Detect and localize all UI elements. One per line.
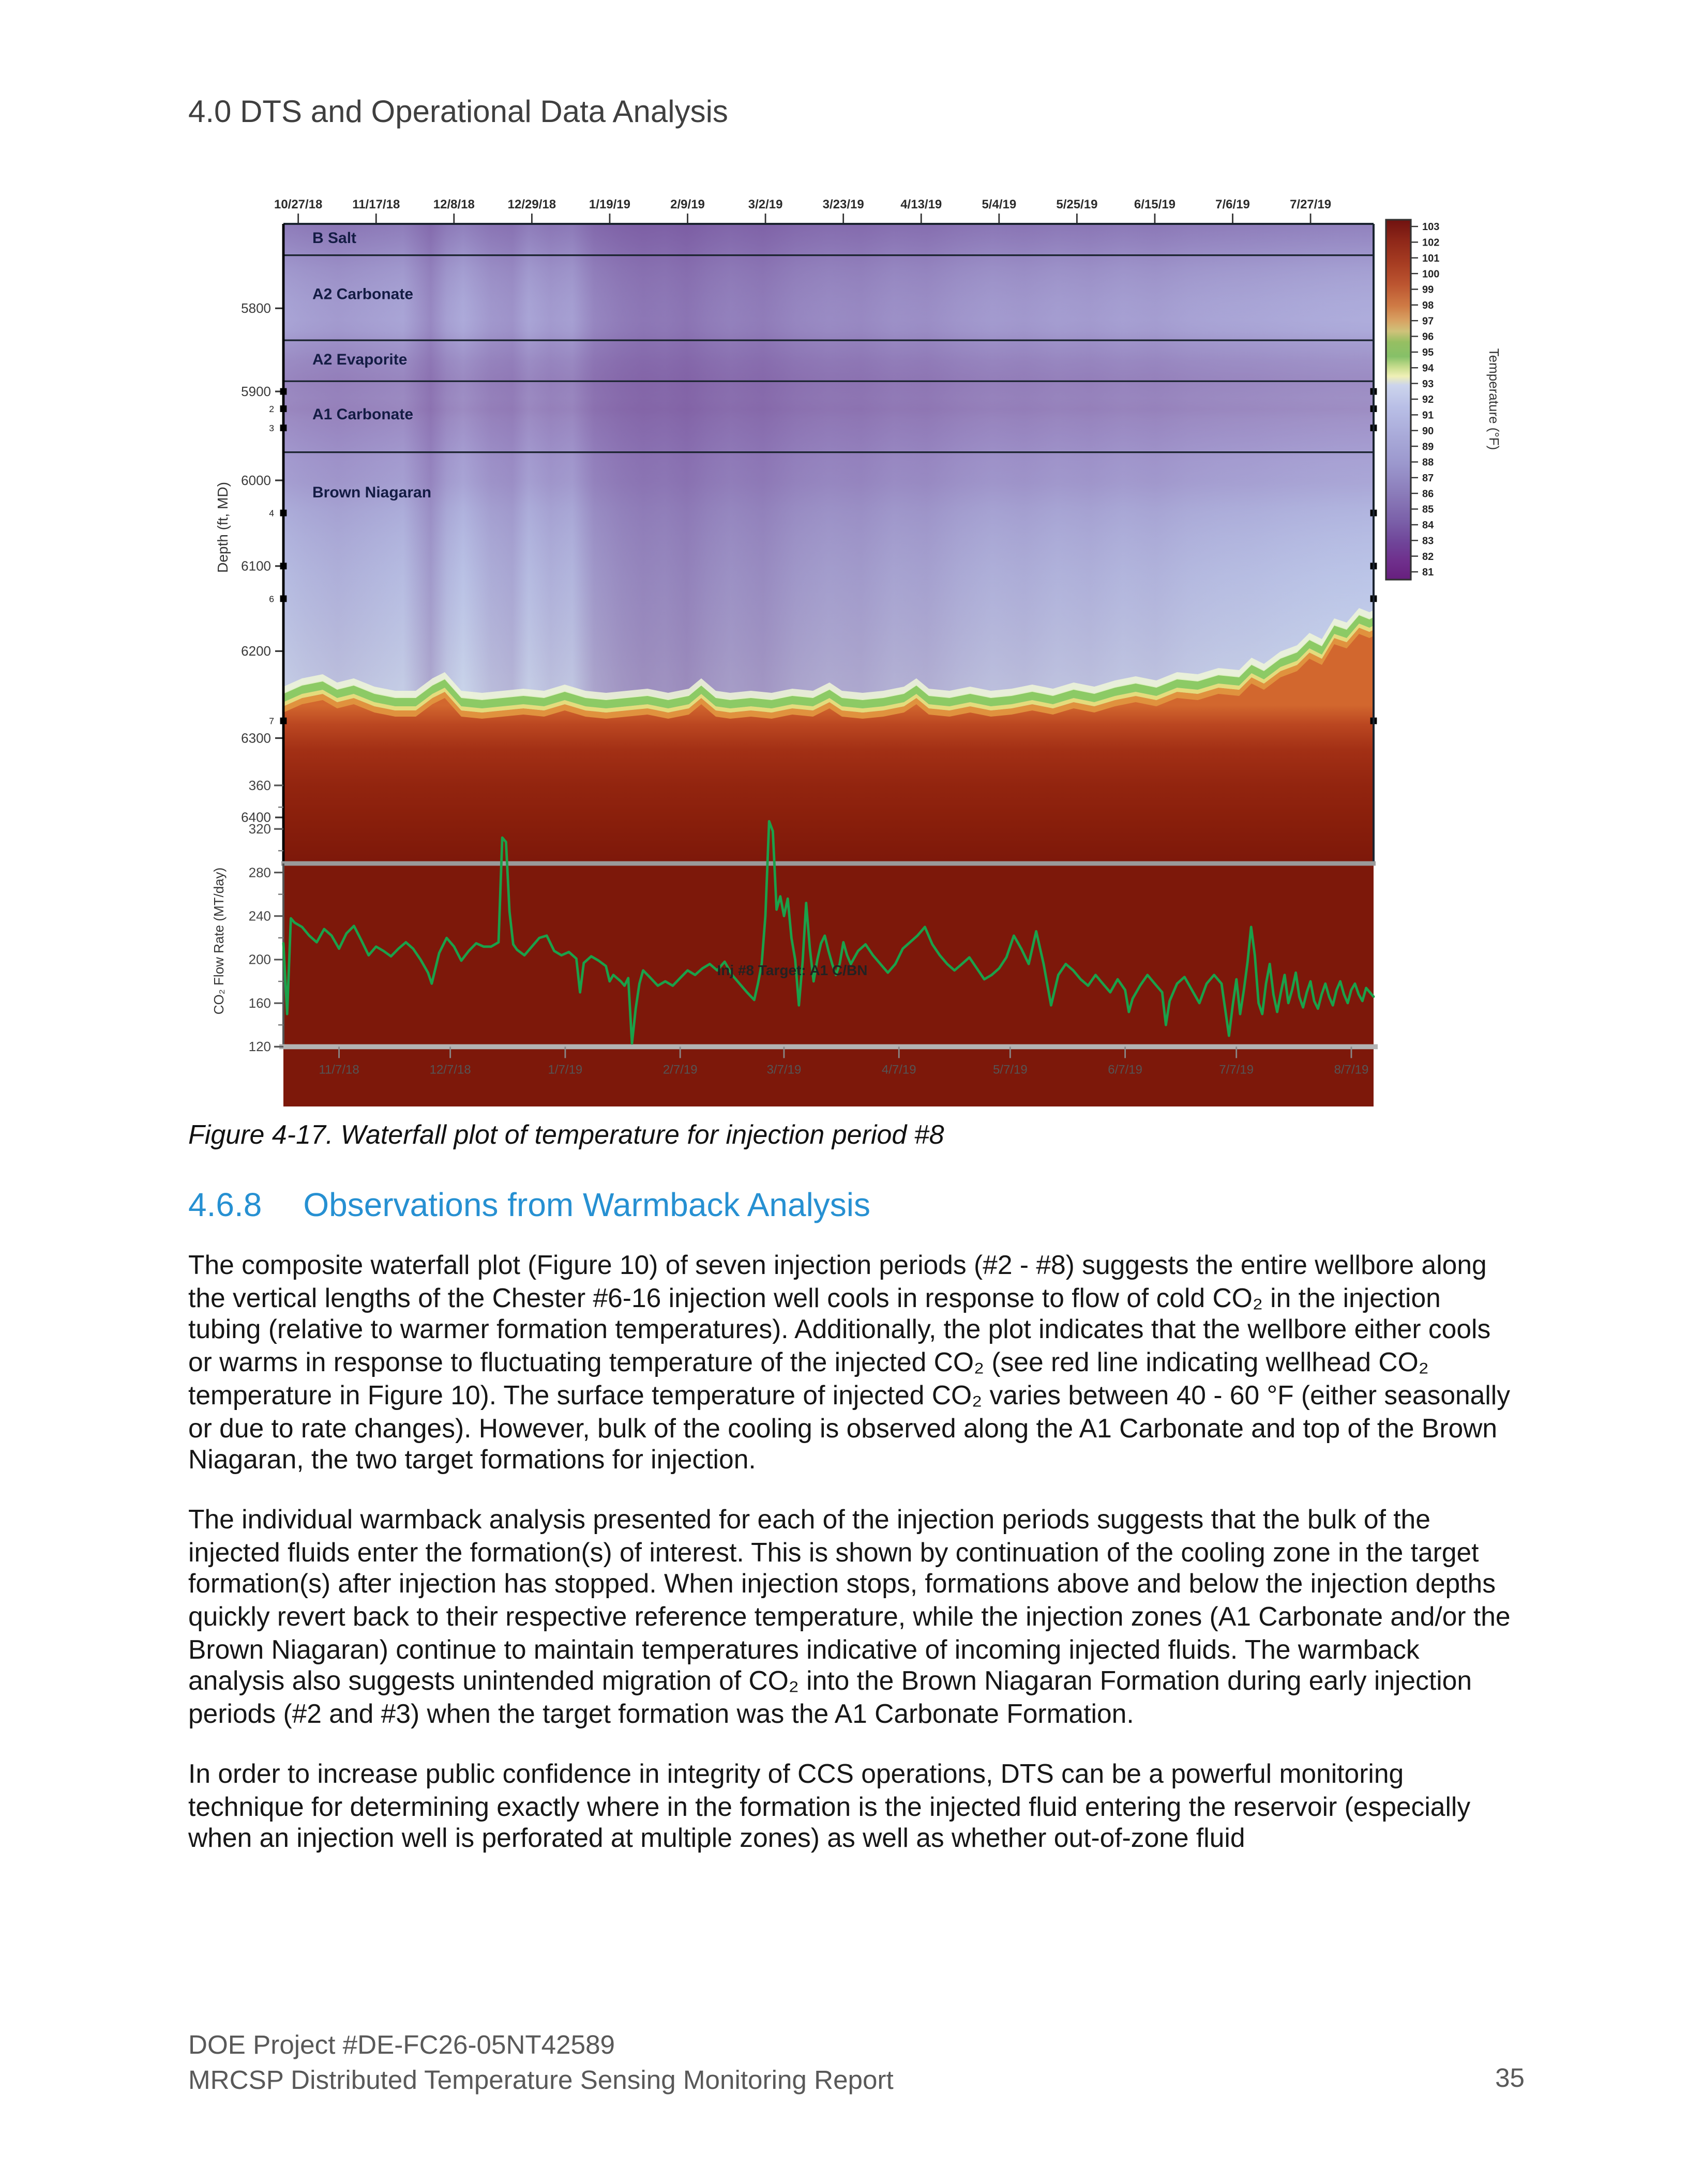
- depth-axis-title: Depth (ft, MD): [215, 482, 231, 573]
- flow-date-label: 6/7/19: [1108, 1063, 1142, 1077]
- depth-axis-label: 5900: [241, 383, 271, 399]
- colorbar-tick-label: 82: [1422, 551, 1434, 563]
- flow-axis-label: 120: [248, 1039, 271, 1055]
- flow-axis-title: CO₂ Flow Rate (MT/day): [211, 867, 227, 1015]
- top-axis-date-label: 12/8/18: [433, 198, 475, 211]
- colorbar-tick-label: 95: [1422, 347, 1434, 359]
- colorbar-tick-label: 97: [1422, 315, 1434, 327]
- top-axis-date-label: 12/29/18: [507, 198, 556, 211]
- depth-axis-label: 6100: [241, 558, 271, 574]
- flow-date-label: 5/7/19: [992, 1063, 1028, 1077]
- colorbar-tick-label: 85: [1422, 504, 1434, 515]
- flow-date-label: 8/7/19: [1334, 1063, 1369, 1077]
- top-axis-date-label: 1/19/19: [589, 198, 631, 211]
- body-text: [188, 1249, 1516, 1882]
- colorbar-tick-label: 94: [1422, 362, 1434, 374]
- colorbar-tick-label: 99: [1422, 284, 1434, 296]
- top-axis-date-label: 6/15/19: [1134, 198, 1176, 211]
- flow-date-label: 11/7/18: [319, 1063, 359, 1077]
- flow-axis-label: 360: [248, 777, 271, 793]
- waterfall-formation-shading: [283, 224, 1374, 712]
- colorbar-tick-label: 89: [1422, 441, 1434, 453]
- section-heading: [188, 1189, 870, 1226]
- colorbar-tick-label: 84: [1422, 520, 1434, 532]
- page-number: 35: [1495, 2062, 1525, 2093]
- flow-axis-label: 320: [248, 821, 271, 837]
- colorbar-tick-label: 91: [1422, 410, 1434, 421]
- colorbar-tick-label: 102: [1422, 237, 1440, 249]
- flow-axis-label: 200: [248, 951, 271, 967]
- colorbar-tick-label: 83: [1422, 535, 1434, 547]
- top-axis-date-label: 10/27/18: [274, 198, 323, 211]
- formation-label: A2 Carbonate: [312, 285, 414, 303]
- top-axis-date-label: 11/17/18: [352, 198, 400, 211]
- top-axis-date-label: 7/6/19: [1215, 198, 1250, 211]
- formation-label: A1 Carbonate: [312, 406, 414, 423]
- figure-caption: Figure 4-17. Waterfall plot of temperature for injection period #8: [188, 1119, 944, 1150]
- colorbar-tick-label: 103: [1422, 221, 1440, 233]
- colorbar-tick-label: 86: [1422, 488, 1434, 500]
- flow-date-label: 7/7/19: [1219, 1063, 1254, 1077]
- perforation-marker-label: 7: [269, 716, 274, 726]
- paragraph-2: The individual warmback analysis presented for each of the injection periods suggests that the bulk of the injected fluids enter the formation(s) of interest. This is shown by continuation of the cooling zone in the target formation(s) after injection has stopped. When injection stops, formations above and below the injection depths quickly revert back to their respective reference temperature, while the injection zones (A1 Carbonate and/or the Brown Niagaran) continue to maintain temperatures indicative of incoming injected fluids. The warmback analysis also suggests unintended migration of CO₂ into the Brown Niagaran Formation during early injection periods (#2 and #3) when the target formation was the A1 Carbonate Formation.: [188, 1503, 1511, 1730]
- colorbar-tick-label: 81: [1422, 567, 1434, 579]
- top-axis-date-label: 3/2/19: [748, 198, 783, 211]
- depth-axis-label: 6300: [241, 730, 271, 746]
- top-axis-date-label: 4/13/19: [900, 198, 942, 211]
- colorbar-tick-label: 92: [1422, 394, 1434, 406]
- depth-axis-label: 5800: [241, 300, 271, 316]
- formation-label: Brown Niagaran: [312, 484, 432, 502]
- paragraph-3: In order to increase public confidence in integrity of CCS operations, DTS can be a powerful monitoring technique for determining exactly where in the formation is the injected fluid entering the reservoir (especially when an injection well is perforated at multiple zones) as well as whether out-of-zone fluid: [188, 1757, 1471, 1854]
- colorbar-tick-label: 90: [1422, 425, 1434, 437]
- colorbar-tick-label: 87: [1422, 473, 1434, 484]
- footer-report-line: MRCSP Distributed Temperature Sensing Monitoring Report: [188, 2063, 894, 2095]
- top-axis-date-label: 2/9/19: [670, 198, 705, 211]
- colorbar-title: Temperature (°F): [1486, 348, 1502, 450]
- flow-axis-label: 280: [248, 865, 271, 881]
- flow-date-label: 3/7/19: [766, 1063, 802, 1077]
- formation-label: A2 Evaporite: [312, 351, 408, 368]
- colorbar-tick-label: 98: [1422, 300, 1434, 312]
- colorbar: [1386, 220, 1411, 580]
- colorbar-tick-label: 88: [1422, 457, 1434, 468]
- page-footer: [188, 2029, 894, 2098]
- colorbar-tick-label: 101: [1422, 252, 1440, 264]
- flow-axis-label: 160: [248, 995, 271, 1011]
- flow-annotation: Inj #8 Target: A1 C/BN: [717, 962, 868, 978]
- section-title: Observations from Warmback Analysis: [303, 1189, 870, 1224]
- top-axis-date-label: 5/25/19: [1056, 198, 1098, 211]
- flow-date-label: 1/7/19: [548, 1063, 583, 1077]
- flow-axis-label: 240: [248, 908, 271, 924]
- section-number: 4.6.8: [188, 1189, 262, 1224]
- colorbar-tick-label: 100: [1422, 268, 1440, 280]
- colorbar-tick-label: 93: [1422, 378, 1434, 390]
- top-axis-date-label: 3/23/19: [822, 198, 864, 211]
- page-header: 4.0 DTS and Operational Data Analysis: [188, 95, 728, 130]
- flow-date-label: 12/7/18: [429, 1063, 471, 1077]
- paragraph-1: The composite waterfall plot (Figure 10) of seven injection periods (#2 - #8) suggests the entire wellbore along the vertical lengths of the Chester #6-16 injection well cools in response to flow of cold CO₂ in the injection tubing (relative to warmer formation temperatures). Additionally, the plot indicates that the wellbore either cools or warms in response to fluctuating temperature of the injected CO₂ (see red line indicating wellhead CO₂ temperature in Figure 10). The surface temperature of injected CO₂ varies between 40 - 60 °F (either seasonally or due to rate changes). However, bulk of the cooling is observed along the A1 Carbonate and top of the Brown Niagaran, the two target formations for injection.: [188, 1249, 1511, 1475]
- perforation-marker-label: 6: [269, 594, 274, 604]
- footer-project-line: DOE Project #DE-FC26-05NT42589: [188, 2029, 615, 2060]
- figure-waterfall-plot: [188, 196, 1595, 1106]
- perforation-marker-label: 4: [269, 508, 274, 519]
- flow-date-label: 4/7/19: [881, 1063, 916, 1077]
- top-axis-date-label: 5/4/19: [982, 198, 1017, 211]
- depth-axis-label: 6200: [241, 643, 271, 659]
- flow-date-label: 2/7/19: [662, 1063, 698, 1077]
- depth-axis-label: 6400: [241, 809, 271, 825]
- perforation-marker-label: 2: [269, 403, 274, 414]
- depth-axis-label: 6000: [241, 472, 271, 488]
- formation-label: B Salt: [312, 229, 357, 247]
- top-axis-date-label: 7/27/19: [1290, 198, 1332, 211]
- colorbar-tick-label: 96: [1422, 331, 1434, 343]
- perforation-marker-label: 3: [269, 423, 274, 434]
